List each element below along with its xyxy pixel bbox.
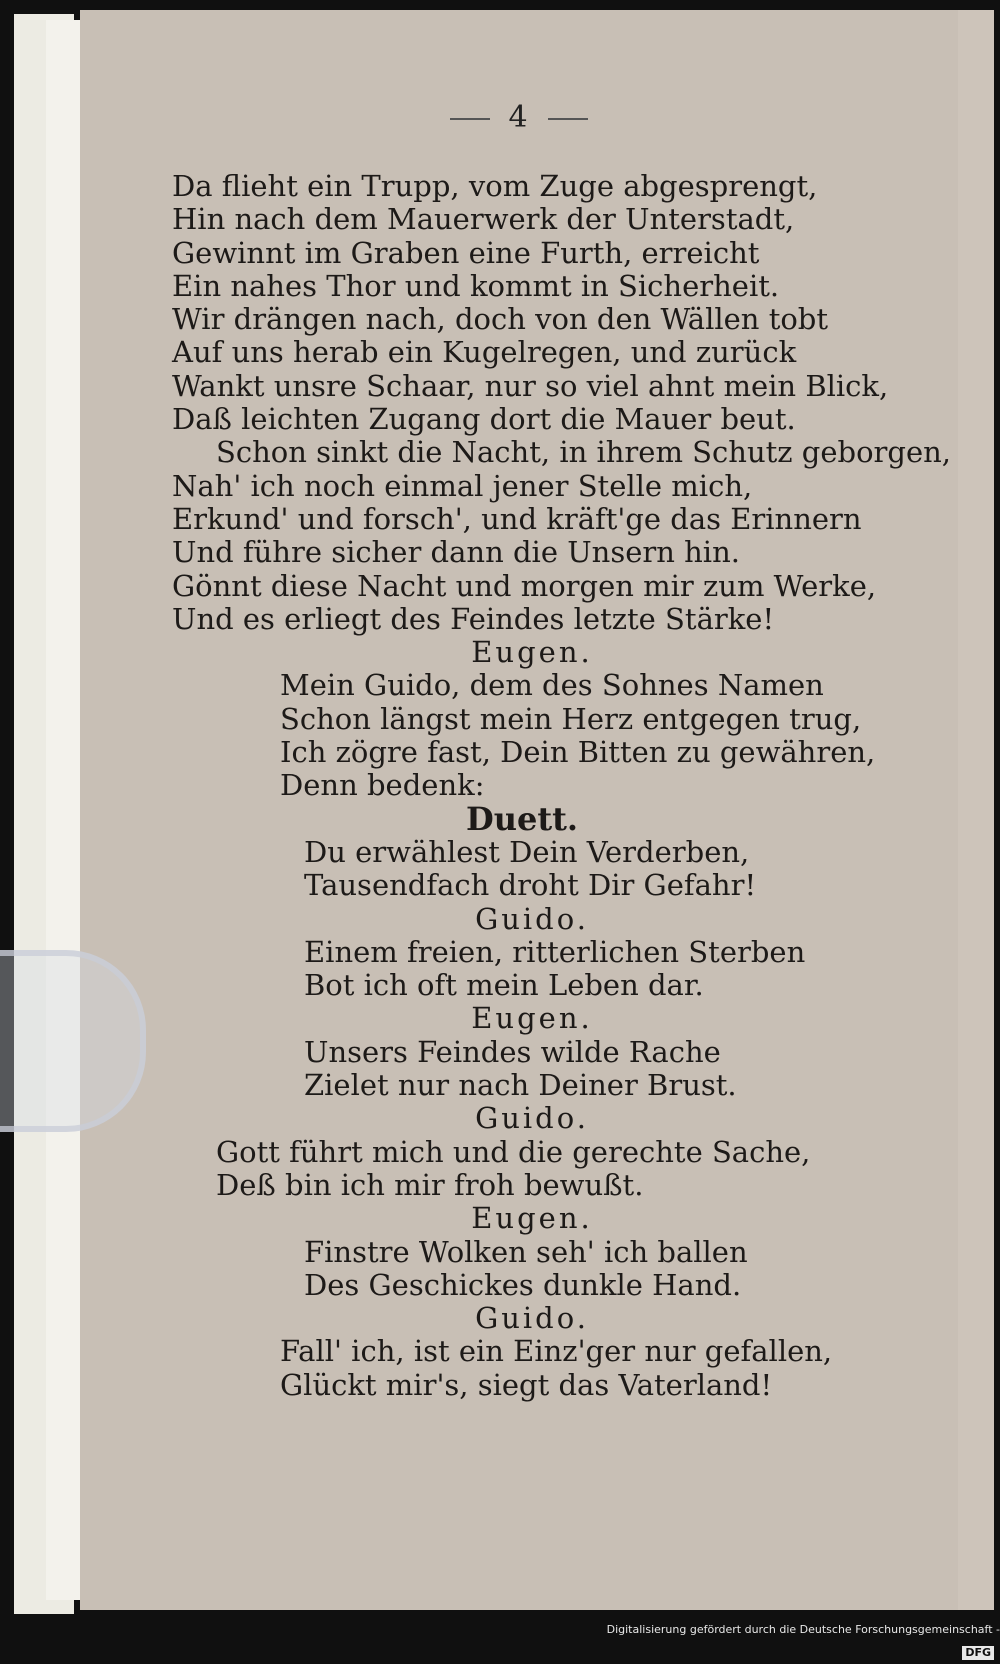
text-line: Mein Guido, dem des Sohnes Namen <box>280 668 824 703</box>
text-line: Und es erliegt des Feindes letzte Stärke! <box>172 601 775 636</box>
page-number <box>80 100 958 135</box>
text-line: Deß bin ich mir froh bewußt. <box>216 1167 644 1202</box>
speaker-name: Guido. <box>475 901 589 936</box>
text-line: Ein nahes Thor und kommt in Sicherheit. <box>172 268 780 303</box>
text-line: Glückt mir's, siegt das Vaterland! <box>280 1367 773 1402</box>
text-block <box>172 169 952 1402</box>
text-line: Gott führt mich und die gerechte Sache, <box>216 1134 811 1169</box>
dash-left <box>450 118 490 120</box>
speaker-name: Guido. <box>475 1101 589 1136</box>
speaker-name: Eugen. <box>471 1001 593 1036</box>
text-line: Daß leichten Zugang dort die Mauer beut. <box>172 402 796 437</box>
text-line: Schon sinkt die Nacht, in ihrem Schutz geborgen, <box>216 435 952 470</box>
text-line: Erkund' und forsch', und kräft'ge das Erinnern <box>172 501 862 536</box>
text-line: Auf uns herab ein Kugelregen, und zurück <box>172 335 797 370</box>
text-line: Wir drängen nach, doch von den Wällen tobt <box>172 302 829 337</box>
text-line: Zielet nur nach Deiner Brust. <box>304 1068 737 1103</box>
digitization-credit <box>600 1618 1000 1659</box>
text-line: Denn bedenk: <box>280 768 485 803</box>
next-page-edge <box>958 10 994 1610</box>
text-line: Und führe sicher dann die Unsern hin. <box>172 535 740 570</box>
text-line: Fall' ich, ist ein Einz'ger nur gefallen, <box>280 1334 833 1369</box>
text-line: Unsers Feindes wilde Rache <box>304 1034 721 1069</box>
text-line: Schon längst mein Herz entgegen trug, <box>280 701 862 736</box>
text-line: Gönnt diese Nacht und morgen mir zum Werke, <box>172 568 877 603</box>
text-line: Da flieht ein Trupp, vom Zuge abgesprengt, <box>172 169 818 203</box>
speaker-name: Eugen. <box>471 1201 593 1236</box>
text-line: Bot ich oft mein Leben dar. <box>304 968 704 1003</box>
speaker-name: Eugen. <box>471 635 593 670</box>
text-line: Hin nach dem Mauerwerk der Unterstadt, <box>172 202 795 237</box>
text-line: Einem freien, ritterlichen Sterben <box>304 934 806 969</box>
text-line: Des Geschickes dunkle Hand. <box>304 1267 742 1302</box>
text-line: Tausendfach droht Dir Gefahr! <box>304 868 757 903</box>
text-line: Du erwählest Dein Verderben, <box>304 834 750 869</box>
credit-text: Digitalisierung gefördert durch die Deutsche Forschungsgemeinschaft - <box>606 1623 1000 1636</box>
text-line: Wankt unsre Schaar, nur so viel ahnt mein Blick, <box>172 368 889 403</box>
speaker-name: Guido. <box>475 1301 589 1336</box>
text-line: Nah' ich noch einmal jener Stelle mich, <box>172 468 753 503</box>
book-page <box>80 10 958 1610</box>
text-line: Gewinnt im Graben eine Furth, erreicht <box>172 235 760 270</box>
dash-right <box>548 118 588 120</box>
text-line: Finstre Wolken seh' ich ballen <box>304 1234 748 1269</box>
text-line: Ich zögre fast, Dein Bitten zu gewähren, <box>280 735 876 770</box>
page-clip <box>0 950 146 1132</box>
dfg-logo: DFG <box>962 1646 994 1660</box>
section-heading: Duett. <box>465 799 579 838</box>
page-number-value: 4 <box>508 100 530 135</box>
